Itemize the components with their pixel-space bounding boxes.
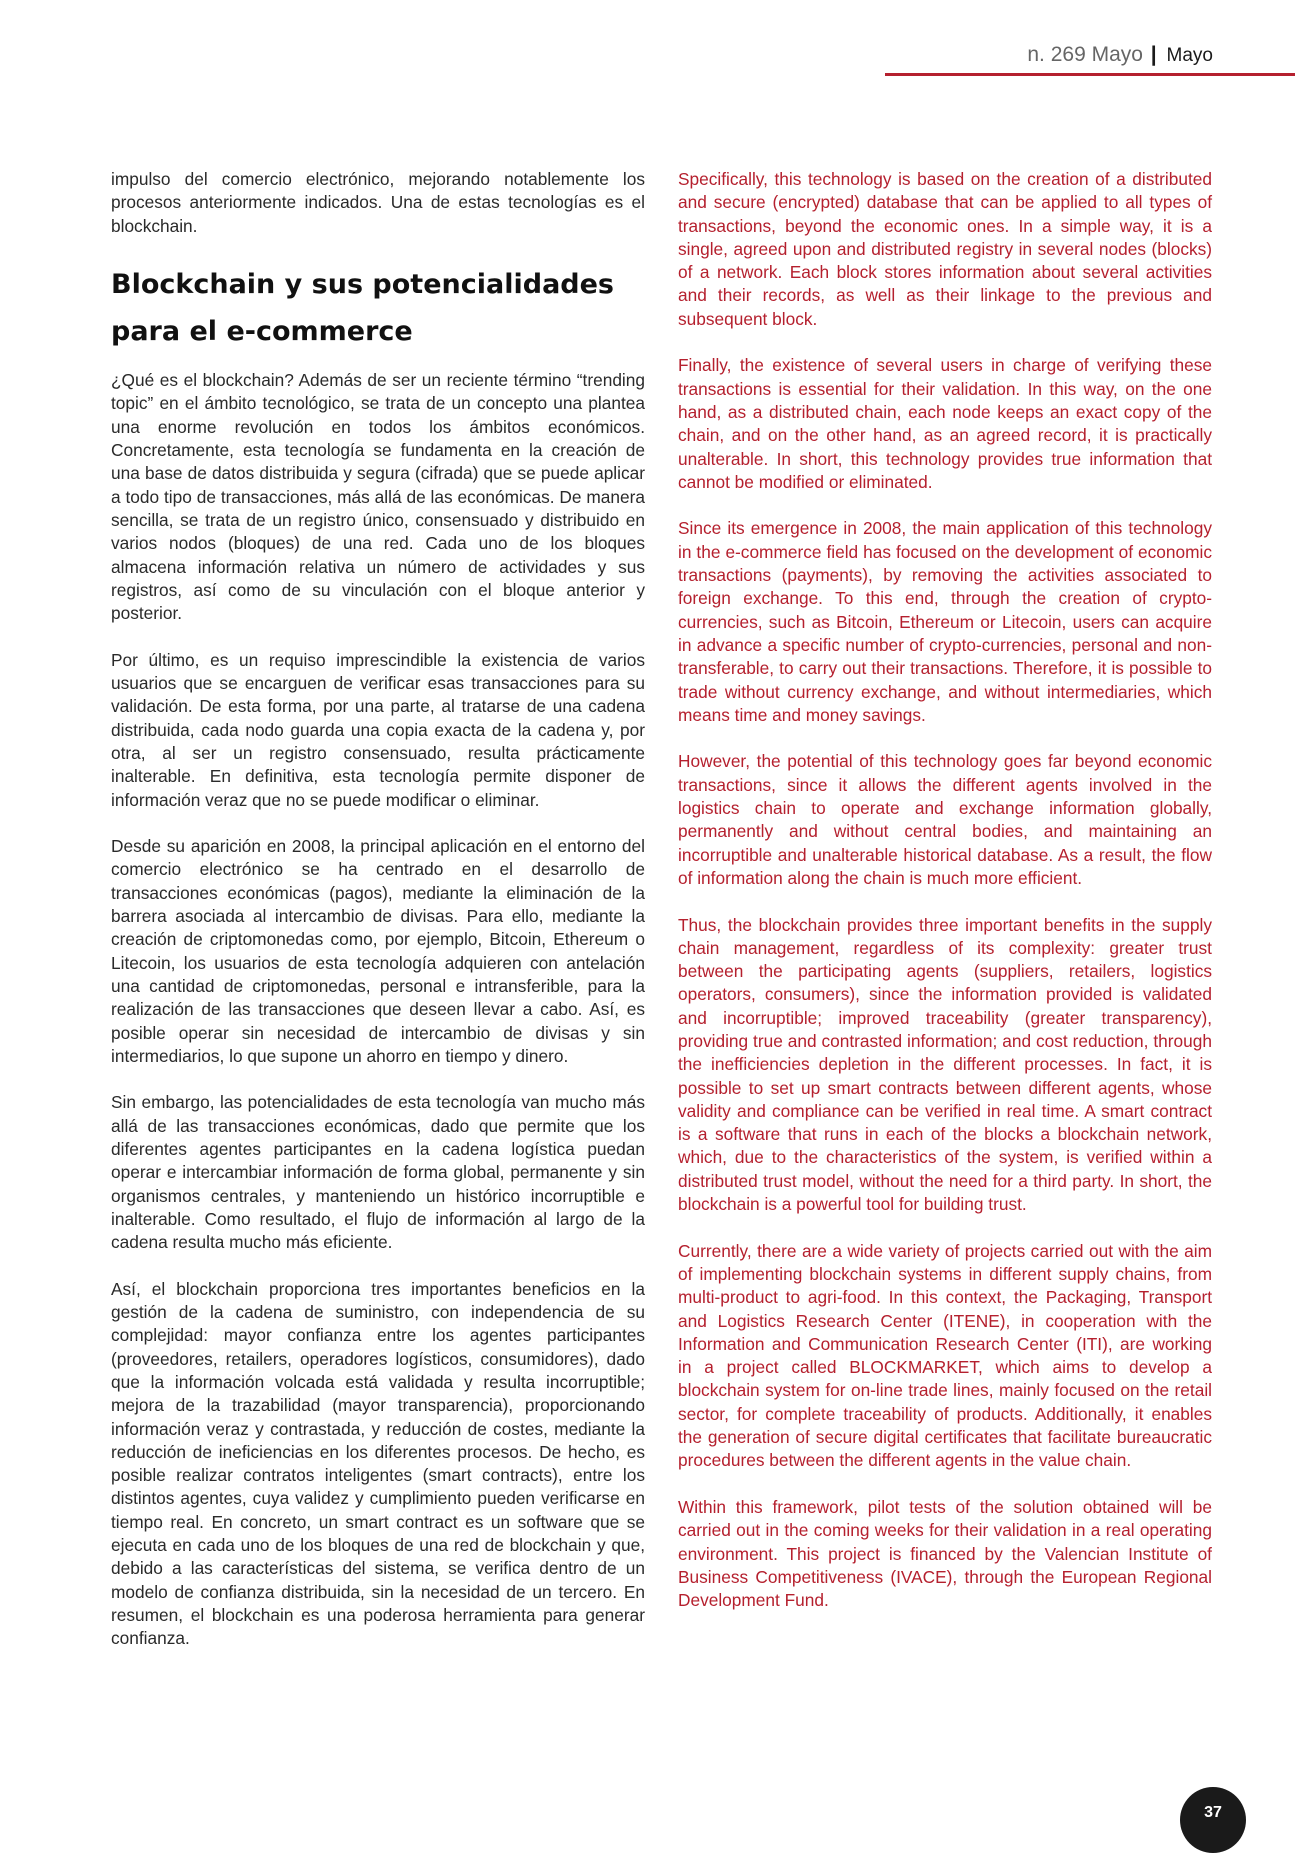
page-number: 37 bbox=[1204, 1804, 1222, 1821]
paragraph: Since its emergence in 2008, the main application of this technology in the e-commerce field has focused on the development of economic transactions (payments), by removing the activities associated to foreign exchange. To this end, through the creation of crypto-currencies, such as Bitcoin, Ethereum or Litecoin, users can acquire in advance a specific number of crypto-currencies, personal and non-transferable, to carry out their transactions. Therefore, it is possible to trade without currency exchange, and without intermediaries, which means time and money savings. bbox=[678, 518, 1212, 725]
paragraph: Por último, es un requiso imprescindible la existencia de varios usuarios que se encarguen de verificar esas transacciones para su validación. De esta forma, por una parte, al tratarse de una cadena distribuida, cada nodo guarda una copia exacta de la cadena y, por otra, al ser un registro consensuado, resulta prácticamente inalterable. En definitiva, esta tecnología permite disponer de información veraz que no se puede modificar o eliminar. bbox=[111, 649, 645, 810]
paragraph: Currently, there are a wide variety of projects carried out with the aim of implementing blockchain systems in different supply chains, from multi-product to agri-food. In this context, the Packaging, Transport and Logistics Research Center (ITENE), in cooperation with the Information and Communication Research Center (ITI), are working in a project called BLOCKMARKET, which aims to develop a blockchain system for on-line trade lines, mainly focused on the retail sector, for complete traceability of products. Additionally, it enables the generation of secure digital certificates that facilitate bureaucratic procedures between the different agents in the value chain. bbox=[678, 1240, 1212, 1471]
issue-label bbox=[1027, 40, 1213, 71]
header-separator: | bbox=[1150, 43, 1157, 66]
paragraph: However, the potential of this technology goes far beyond economic transactions, since it allows the different agents involved in the logistics chain to operate and exchange information globally, permanently and without central bodies, and maintaining an incorruptible and unalterable historical database. As a result, the flow of information along the chain is much more efficient. bbox=[678, 751, 1212, 888]
header-rule bbox=[885, 73, 1295, 76]
paragraph: Sin embargo, las potencialidades de esta tecnología van mucho más allá de las transacciones económicas, dado que permite que los diferentes agentes participantes en la cadena logística puedan operar e intercambiar información de forma global, permanente y sin organismos centrales, y manteniendo un histórico incorruptible e inalterable. Como resultado, el flujo de información al largo de la cadena resulta mucho más eficiente. bbox=[111, 1092, 645, 1253]
paragraph: Thus, the blockchain provides three important benefits in the supply chain management, regardless of its complexity: greater trust between the participating agents (suppliers, retailers, logistics operators, consumers), since the information provided is validated and incorruptible; improved traceability (greater transparency), providing true and contrasted information; and cost reduction, through the inefficiencies depletion in the different processes. In fact, it is possible to set up smart contracts between different agents, whose validity and compliance can be verified in real time. A smart contract is a software that runs in each of the blocks a blockchain network, which, due to the characteristics of the system, is verified within a distributed trust model, without the need for a third party. In short, the blockchain is a powerful tool for building trust. bbox=[678, 914, 1212, 1215]
intro-paragraph: impulso del comercio electrónico, mejorando notablemente los procesos anteriormente indicados. Una de estas tecnologías es el blockchain. bbox=[111, 169, 645, 236]
issue-month: Mayo bbox=[1166, 45, 1213, 66]
paragraph: Specifically, this technology is based on the creation of a distributed and secure (encrypted) database that can be applied to all types of transactions, beyond the economic ones. In a simple way, it is a single, agreed upon and distributed registry in several nodes (blocks) of a network. Each block stores information about several activities and their records, as well as their linkage to the previous and subsequent block. bbox=[678, 169, 1212, 329]
page-header bbox=[0, 0, 1295, 80]
section-heading: Blockchain y sus potencialidades para el e-commerce bbox=[111, 269, 614, 348]
paragraph: Finally, the existence of several users in charge of verifying these transactions is essential for their validation. In this way, on the one hand, as a distributed chain, each node keeps an exact copy of the chain, and on the other hand, as an agreed record, it is practically unalterable. In short, this technology provides true information that cannot be modified or eliminated. bbox=[678, 355, 1212, 492]
english-column bbox=[678, 168, 1212, 1636]
paragraph: ¿Qué es el blockchain? Además de ser un reciente término “trending topic” en el ámbito tecnológico, se trata de un concepto una plantea una enorme revolución en todos los ámbitos económicos. Concretamente, esta tecnología se fundamenta en la creación de una base de datos distribuida y segura (cifrada) que se puede aplicar a todo tipo de transacciones, más allá de las económicas. De manera sencilla, se trata de un registro único, consensuado y distribuido en varios nodos (bloques) de una red. Cada uno de los bloques almacena información relativa un número de actividades y sus registros, así como de su vinculación con el bloque anterior y posterior. bbox=[111, 370, 645, 624]
paragraph: Así, el blockchain proporciona tres importantes beneficios en la gestión de la cadena de suministro, con independencia de su complejidad: mayor confianza entre los agentes participantes (proveedores, retailers, operadores logísticos, consumidores), dado que la información volcada está validada y resulta incorruptible; mejora de la trazabilidad (mayor transparencia), proporcionando información veraz y contrastada, y reducción de costes, mediante la reducción de ineficiencias en los diferentes procesos. De hecho, es posible realizar contratos inteligentes (smart contracts), entre los distintos agentes, cuya validez y cumplimiento pueden verificarse en tiempo real. En concreto, un smart contract es un software que se ejecuta en cada uno de los bloques de una red de blockchain y que, debido a las características del sistema, se verifica dentro de un modelo de confianza distribuida, sin la necesidad de un tercero. En resumen, el blockchain es una poderosa herramienta para generar confianza. bbox=[111, 1278, 645, 1649]
paragraph: Desde su aparición en 2008, la principal aplicación en el entorno del comercio electrónico se ha centrado en el desarrollo de transacciones económicas (pagos), mediante la eliminación de la barrera asociada al intercambio de divisas. Para ello, mediante la creación de criptomonedas como, por ejemplo, Bitcoin, Ethereum o Litecoin, los usuarios de esta tecnología adquieren con antelación una cantidad de criptomonedas, personal e intransferible, para la realización de las transacciones que deseen llevar a cabo. Así, es posible operar sin necesidad de intercambio de divisas y sin intermediarios, lo que supone un ahorro en tiempo y dinero. bbox=[111, 836, 645, 1066]
issue-number: n. 269 Mayo bbox=[1027, 43, 1143, 66]
spanish-column bbox=[111, 168, 645, 1674]
paragraph: Within this framework, pilot tests of the solution obtained will be carried out in the coming weeks for their validation in a real operating environment. This project is financed by the Valencian Institute of Business Competitiveness (IVACE), through the European Regional Development Fund. bbox=[678, 1496, 1212, 1611]
page-number-badge bbox=[1180, 1787, 1246, 1853]
